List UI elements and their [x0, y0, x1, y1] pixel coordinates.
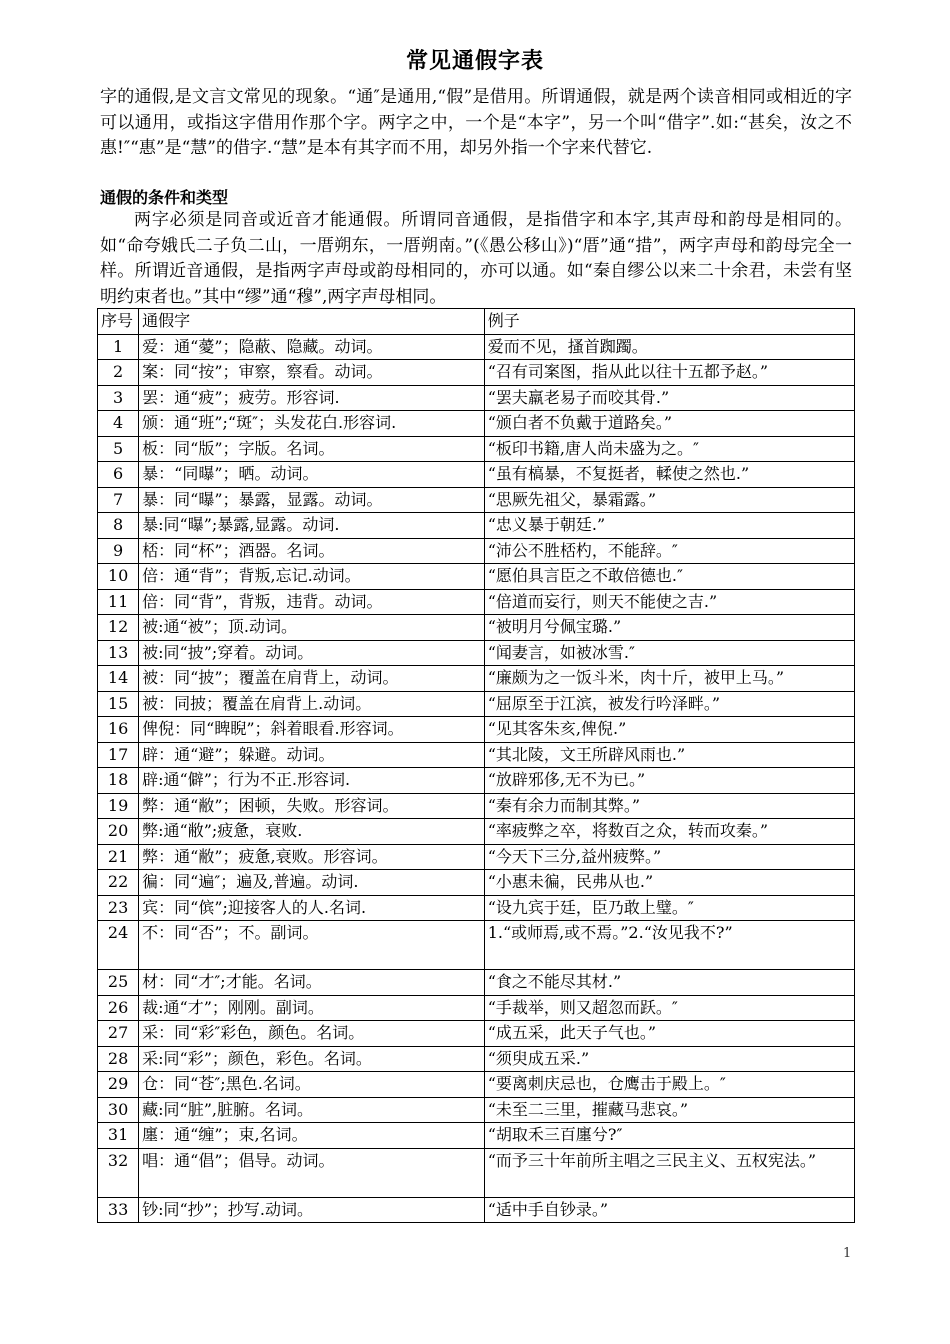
table-header-row: [98, 309, 855, 335]
row-word: 徧：同“遍″；遍及,普遍。动词.: [139, 870, 485, 896]
row-index: 31: [98, 1123, 139, 1149]
row-example: “闻妻言，如被冰雪.″: [484, 640, 854, 666]
intro-paragraph: 字的通假,是文言文常见的现象。“通″是通用,“假”是借用。所谓通假，就是两个读音相同或相近的字可以通用，或指这字借用作那个字。两字之中，一个是“本字”，另一个叫“借字”.如:“甚矣，汝之不惠!″“惠”是“慧”的借字.“慧”是本有其字而不用，却另外指一个字来代替它.: [100, 87, 852, 159]
row-word: 板：同“版”；字版。名词。: [139, 436, 485, 462]
row-word: 弊：通“敝”；疲惫,衰败。形容词。: [139, 844, 485, 870]
row-example: “放辟邪侈,无不为已。”: [484, 768, 854, 794]
row-word: 藏:同“脏”,脏腑。名词。: [139, 1097, 485, 1123]
row-index: 14: [98, 666, 139, 692]
row-word: 辟:通“僻”；行为不正.形容词.: [139, 768, 485, 794]
row-example: “手裁举，则又超忽而跃。″: [484, 995, 854, 1021]
table-row: [98, 970, 855, 996]
row-index: 7: [98, 487, 139, 513]
row-example: “胡取禾三百廛兮?″: [484, 1123, 854, 1149]
header-index: 序号: [98, 309, 139, 335]
row-index: 30: [98, 1097, 139, 1123]
row-index: 11: [98, 589, 139, 615]
tongjia-table: [97, 308, 855, 1223]
page-number: 1: [843, 1246, 852, 1261]
row-word: 暴：“同曝”；晒。动词。: [139, 462, 485, 488]
table-row: [98, 615, 855, 641]
row-example: “召有司案图，指从此以往十五都予赵。”: [484, 360, 854, 386]
row-example: “屈原至于江滨，被发行吟泽畔。”: [484, 691, 854, 717]
row-example: “颁白者不负戴于道路矣。”: [484, 411, 854, 437]
row-index: 17: [98, 742, 139, 768]
row-word: 倍：同“背”，背叛，违背。动词。: [139, 589, 485, 615]
row-word: 案：同“按”；审察，察看。动词。: [139, 360, 485, 386]
table-row: [98, 640, 855, 666]
header-example: 例子: [484, 309, 854, 335]
row-word: 采：同“彩″彩色，颜色。名词。: [139, 1021, 485, 1047]
row-example: “虽有槁暴，不复挺者，輮使之然也.”: [484, 462, 854, 488]
table-row: [98, 895, 855, 921]
row-word: 裁:通“才”；刚刚。副词。: [139, 995, 485, 1021]
row-example: “板印书籍,唐人尚未盛为之。″: [484, 436, 854, 462]
table-row: [98, 589, 855, 615]
table-row: [98, 1046, 855, 1072]
row-word: 颁：通“班”;“斑″；头发花白.形容词.: [139, 411, 485, 437]
row-index: 18: [98, 768, 139, 794]
table-body: [98, 334, 855, 1223]
row-index: 29: [98, 1072, 139, 1098]
header-word: 通假字: [139, 309, 485, 335]
row-index: 26: [98, 995, 139, 1021]
row-word: 被：同“披”；覆盖在肩背上，动词。: [139, 666, 485, 692]
table-row: [98, 1072, 855, 1098]
table-row: [98, 1123, 855, 1149]
table-row: [98, 360, 855, 386]
row-example: “率疲弊之卒，将数百之众，转而攻秦。”: [484, 819, 854, 845]
table-row: [98, 921, 855, 970]
table-row: [98, 436, 855, 462]
row-word: 宾：同“傧”;迎接客人的人.名词.: [139, 895, 485, 921]
row-word: 唱：通“倡”；倡导。动词。: [139, 1148, 485, 1197]
row-word: 爱：通“薆”；隐蔽、隐藏。动词。: [139, 334, 485, 360]
row-index: 21: [98, 844, 139, 870]
page-title: 常见通假字表: [405, 49, 544, 74]
row-example: “忠义暴于朝廷.”: [484, 513, 854, 539]
row-index: 10: [98, 564, 139, 590]
row-word: 弊:通“敝”;疲惫，衰败.: [139, 819, 485, 845]
row-index: 15: [98, 691, 139, 717]
table-row: [98, 768, 855, 794]
row-word: 采:同“彩”；颜色，彩色。名词。: [139, 1046, 485, 1072]
row-index: 19: [98, 793, 139, 819]
table-row: [98, 385, 855, 411]
row-word: 暴:同“曝”;暴露,显露。动词.: [139, 513, 485, 539]
row-example: “而予三十年前所主唱之三民主义、五权宪法。”: [484, 1148, 854, 1197]
table-row: [98, 1097, 855, 1123]
row-example: “小惠未徧，民弗从也.”: [484, 870, 854, 896]
row-index: 22: [98, 870, 139, 896]
table-row: [98, 1021, 855, 1047]
row-example: “设九宾于廷，臣乃敢上璧。″: [484, 895, 854, 921]
row-word: 被：同披；覆盖在肩背上.动词。: [139, 691, 485, 717]
table-row: [98, 717, 855, 743]
row-example: “思厥先祖父，暴霜露。”: [484, 487, 854, 513]
row-example: “罢夫羸老易子而咬其骨.”: [484, 385, 854, 411]
row-index: 1: [98, 334, 139, 360]
row-word: 桮：同“杯”；酒器。名词。: [139, 538, 485, 564]
row-index: 23: [98, 895, 139, 921]
row-word: 倍：通“背”；背叛,忘记.动词。: [139, 564, 485, 590]
row-example: “沛公不胜桮杓，不能辞。″: [484, 538, 854, 564]
row-index: 8: [98, 513, 139, 539]
row-index: 32: [98, 1148, 139, 1197]
table-row: [98, 334, 855, 360]
table-row: [98, 819, 855, 845]
row-word: 被:通“被”；顶.动词。: [139, 615, 485, 641]
row-index: 24: [98, 921, 139, 970]
table-row: [98, 1148, 855, 1197]
row-index: 13: [98, 640, 139, 666]
row-word: 不：同“否”；不。副词。: [139, 921, 485, 970]
table-row: [98, 691, 855, 717]
row-example: “未至二三里，摧藏马悲哀。”: [484, 1097, 854, 1123]
row-index: 4: [98, 411, 139, 437]
table-row: [98, 666, 855, 692]
row-word: 弊：通“敝”；困顿，失败。形容词。: [139, 793, 485, 819]
row-example: 爱而不见，搔首踟躅。: [484, 334, 854, 360]
row-example: “被明月兮佩宝璐.”: [484, 615, 854, 641]
row-index: 9: [98, 538, 139, 564]
row-index: 12: [98, 615, 139, 641]
row-word: 钞:同“抄”；抄写.动词。: [139, 1197, 485, 1223]
row-example: “须臾成五采.”: [484, 1046, 854, 1072]
row-example: “秦有余力而制其弊。”: [484, 793, 854, 819]
table-row: [98, 1197, 855, 1223]
table-row: [98, 844, 855, 870]
row-index: 2: [98, 360, 139, 386]
row-example: “食之不能尽其材.”: [484, 970, 854, 996]
row-example: “廉颇为之一饭斗米，肉十斤，被甲上马。”: [484, 666, 854, 692]
row-example: “愿伯具言臣之不敢倍德也.″: [484, 564, 854, 590]
table-row: [98, 513, 855, 539]
row-example: “适中手自钞录。”: [484, 1197, 854, 1223]
row-index: 27: [98, 1021, 139, 1047]
row-index: 3: [98, 385, 139, 411]
row-word: 材：同“才″;才能。名词。: [139, 970, 485, 996]
row-word: 俾倪：同“睥睨”；斜着眼看.形容词。: [139, 717, 485, 743]
row-index: 20: [98, 819, 139, 845]
row-example: “今天下三分,益州疲弊。”: [484, 844, 854, 870]
row-example: “要离刺庆忌也，仓鹰击于殿上。″: [484, 1072, 854, 1098]
table-row: [98, 564, 855, 590]
table-row: [98, 411, 855, 437]
table-row: [98, 538, 855, 564]
row-index: 25: [98, 970, 139, 996]
row-example: “其北陵，文王所辟风雨也.”: [484, 742, 854, 768]
table-row: [98, 742, 855, 768]
section-heading: 通假的条件和类型: [100, 188, 229, 207]
row-index: 6: [98, 462, 139, 488]
table-row: [98, 995, 855, 1021]
row-index: 28: [98, 1046, 139, 1072]
row-word: 辟：通“避”；躲避。动词。: [139, 742, 485, 768]
row-index: 33: [98, 1197, 139, 1223]
table-row: [98, 462, 855, 488]
table-row: [98, 793, 855, 819]
row-word: 暴：同“曝”；暴露，显露。动词。: [139, 487, 485, 513]
row-word: 被:同“披”;穿着。动词。: [139, 640, 485, 666]
row-word: 廛：通“缠”；束,名词。: [139, 1123, 485, 1149]
row-index: 5: [98, 436, 139, 462]
row-example: “倍道而妄行，则天不能使之吉.”: [484, 589, 854, 615]
row-index: 16: [98, 717, 139, 743]
section-paragraph: 两字必须是同音或近音才能通假。所谓同音通假，是指借字和本字,其声母和韵母是相同的。如“命夸娥氏二子负二山，一厝朔东，一厝朔南。”(《愚公移山》)“厝”通“措”，两字声母和韵母完全一样。所谓近音通假，是指两字声母或韵母相同的，亦可以通。如“秦自缪公以来二十余君，未尝有坚明约束者也。”其中“缪”通“穆”,两字声母相同。: [100, 210, 852, 307]
row-example: “见其客朱亥,俾倪.”: [484, 717, 854, 743]
row-example: “成五采，此天子气也。”: [484, 1021, 854, 1047]
row-example: 1.“或师焉,或不焉。”2.“汝见我不?”: [484, 921, 854, 970]
table-row: [98, 487, 855, 513]
row-word: 仓：同“苍″;黑色.名词。: [139, 1072, 485, 1098]
table-row: [98, 870, 855, 896]
row-word: 罢：通“疲”；疲劳。形容词.: [139, 385, 485, 411]
